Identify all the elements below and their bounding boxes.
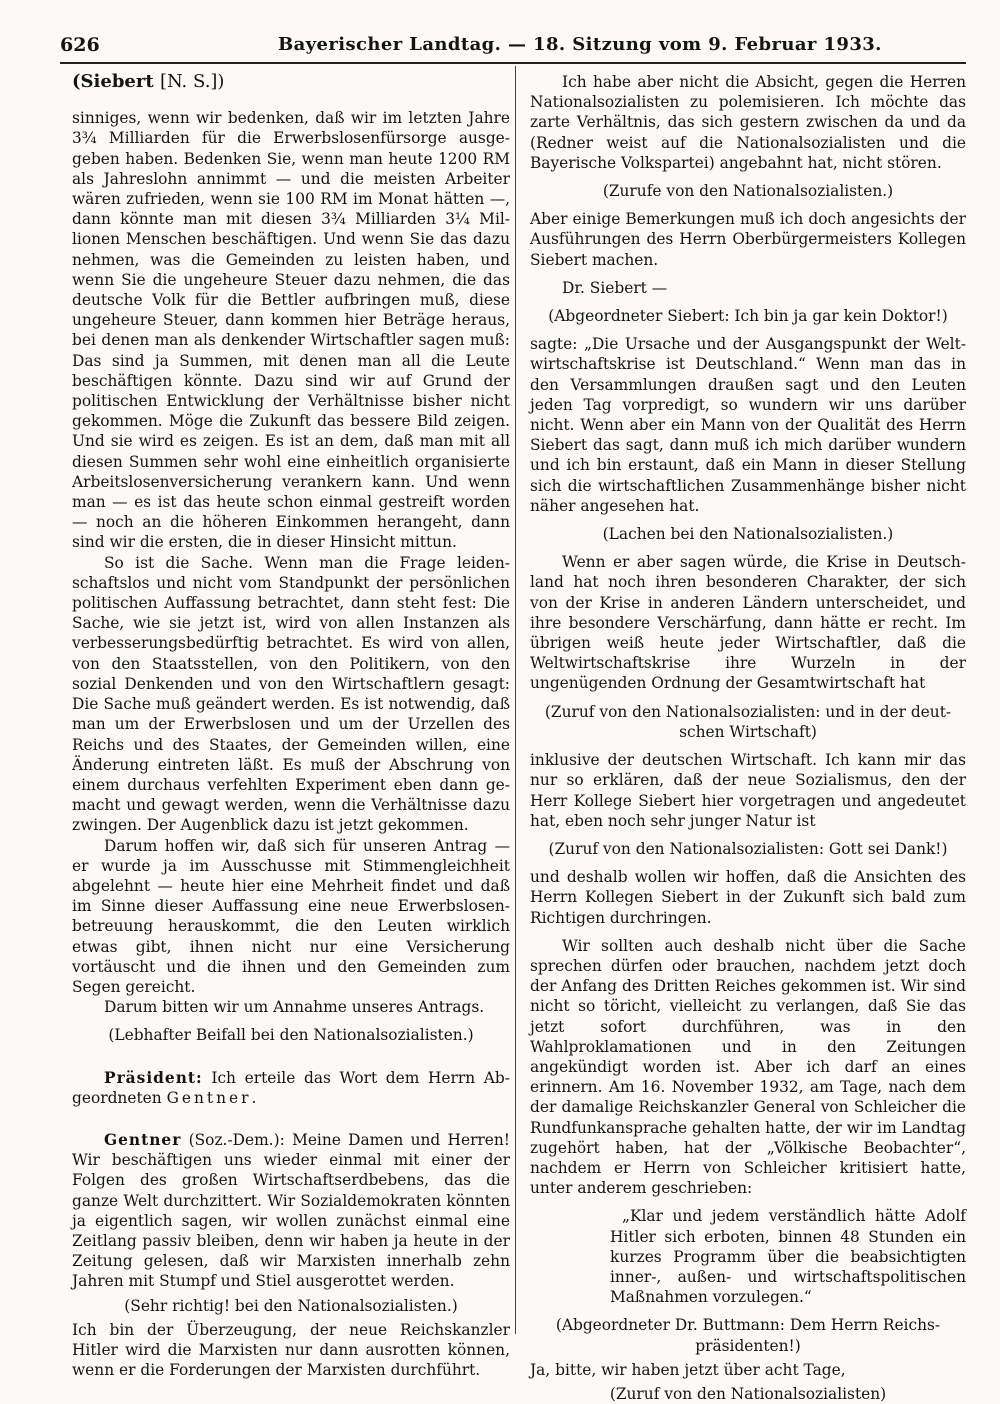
newspaper-quote: „Klar und jedem verständlich hätte Adolf Hitler sich erboten, binnen 48 Stunden ein kurzes Programm über die beabsichtigten inner-, außen- und wirtschaftspolitischen Maßnahmen vorzulegen.“ bbox=[610, 1207, 966, 1307]
interjection: (Zuruf von den Nationalsozialisten: Gott sei Dank!) bbox=[548, 839, 948, 858]
speaker-name: Siebert bbox=[80, 71, 154, 92]
interjection: (Zurufe von den Nationalsozialisten.) bbox=[602, 182, 894, 201]
speaker-party: [N. S.]) bbox=[159, 71, 225, 92]
paragraph: So ist die Sache. Wenn man die Frage leidenschaftslos und nicht vom Standpunkt der persönlichen politischen Auffassung betrachtet, dann steht fest: Die Sache, wie sie jetzt ist, wird von allen Instanzen als verbesserungsbedürftig betrachtet. Es wird von allen, von den Staatsstellen, von den Politikern, von den sozial Denkenden und von den Wirtschaftlern gesagt: Die Sache muß geändert werden. Es ist notwendig, daß man um der Erwerbslosen und um der Urzellen des Reichs und des Staates, der Gemeinden willen, eine Änderung eintreten läßt. Es muß der Abschrung von einem durchaus verfehlten Experiment eben dann gemacht und gewagt werden, wenn die Verhältnisse dazu zwingen. Der Augenblick dazu ist jetzt gekommen. bbox=[72, 553, 510, 835]
gentner-speech bbox=[72, 1130, 510, 1292]
paragraph: Ich bin der Überzeugung, der neue Reichskanzler Hitler wird die Marxisten nur dann ausrotten können, wenn er die Forderungen der Marxisten durchführt. bbox=[72, 1320, 510, 1380]
gentner-text: Meine Damen und Herren! Wir beschäftigen uns wieder einmal mit einer der Folgen des großen Wirtschaftserdbebens, das die ganze Welt durchzittert. Wir Sozialdemokraten könnten ja eigentlich sagen, wir wollen zunächst einmal eine Zeitlang passiv bleiben, denn wir haben ja heute in der Zeitung gelesen, daß wir Marxisten innerhalb zehn Jahren mit Stumpf und Stiel ausgerottet werden. bbox=[72, 1130, 510, 1291]
paragraph: und deshalb wollen wir hoffen, daß die Ansichten des Herrn Kollegen Siebert in der Zukunft sich bald zum Richtigen durchringen. bbox=[530, 868, 966, 927]
right-column bbox=[530, 72, 966, 1404]
paragraph: Ja, bitte, wir haben jetzt über acht Tage, bbox=[530, 1360, 846, 1379]
president-text-end: . bbox=[251, 1088, 257, 1107]
header-rule bbox=[60, 62, 966, 64]
left-column bbox=[72, 72, 510, 1380]
paragraph: Aber einige Bemerkungen muß ich doch angesichts der Ausführungen des Herrn Oberbürgermeisters Kollegen Siebert machen. bbox=[530, 210, 966, 269]
interjection: (Abgeordneter Siebert: Ich bin ja gar kein Doktor!) bbox=[548, 307, 948, 326]
paragraph: Darum bitten wir um Annahme unseres Antrags. bbox=[104, 998, 485, 1017]
paragraph: sinniges, wenn wir bedenken, daß wir im letzten Jahre 3¾ Milliarden für die Erwerbslosenfürsorge ausgegeben haben. Bedenken Sie, wenn man heute 1200 RM als Jahreslohn annimmt — und die meisten Arbeiter wären zufrieden, wenn sie 100 RM im Monat hätten —, dann könnte man mit diesen 3¾ Milliarden 3¼ Millionen Menschen beschäftigen. Und wenn Sie das dazu nehmen, was die Gemeinden zu leisten haben, und wenn Sie die ungeheure Steuer dazu nehmen, die das deutsche Volk für die Bettler aufbringen muß, diese ungeheure Steuer, dann kommen hier Beträge heraus, bei denen man als denkender Wirtschaftler sagen muß: Das sind ja Summen, mit denen man all die Leute beschäftigen könnte. Dazu sind wir auf Grund der politischen Entwicklung der Verhältnisse bisher nicht gekommen. Möge die Zukunft das bessere Bild zeigen. Und sie wird es zeigen. Es ist an dem, daß man mit all diesen Summen sehr wohl eine einheitlich organisierte Arbeitslosenversicherung verankern kann. Und wenn man — es ist das heute schon einmal gestreift worden — noch an die höheren Einkommen herangeht, dann sind wir die ersten, die in dieser Hinsicht mittun. bbox=[72, 109, 510, 552]
paragraph: Darum hoffen wir, daß sich für unseren Antrag — er wurde ja im Ausschusse mit Stimmengleichheit abgelehnt — heute hier eine Mehrheit findet und daß im Sinne dieser Auffassung eine neue Erwerbslosenbetreuung herauskommt, die den Leuten wirklich etwas gibt, ihnen nicht nur eine Versicherung vortäuscht und die ihnen und den Gemeinden zum Segen gereicht. bbox=[72, 836, 510, 996]
interjection: (Zuruf von den Nationalsozialisten: und in der deutschen Wirtschaft) bbox=[544, 702, 952, 741]
gentner-label: Gentner bbox=[104, 1130, 182, 1149]
interjection: (Abgeordneter Dr. Buttmann: Dem Herrn Reichspräsidenten!) bbox=[555, 1316, 941, 1355]
interjection: (Sehr richtig! bei den Nationalsozialisten.) bbox=[124, 1296, 458, 1315]
interjection: (Lachen bei den Nationalsozialisten.) bbox=[602, 525, 894, 544]
continued-speaker-tag: (Siebert [N. S.]) bbox=[72, 71, 225, 92]
column-divider bbox=[515, 66, 516, 1334]
paragraph: Ich habe aber nicht die Absicht, gegen die Herren Nationalsozialisten zu polemisieren. Ich möchte das zarte Verhältnis, das sich gestern zwischen da und da (Redner weist auf die Nationalsozialisten und die Bayerische Volkspartei) angebahnt hat, nicht stören. bbox=[530, 73, 966, 172]
interjection: (Zuruf von den Nationalsozialisten) bbox=[609, 1384, 887, 1403]
gentner-party: (Soz.-Dem.): bbox=[188, 1130, 285, 1149]
president-statement bbox=[72, 1068, 510, 1108]
president-text: Ich erteile das Wort dem Herrn Abgeordneten bbox=[72, 1068, 510, 1107]
paragraph: Dr. Siebert — bbox=[562, 278, 668, 297]
speaker-name-gentner: Gentner bbox=[166, 1088, 252, 1107]
paragraph: inklusive der deutschen Wirtschaft. Ich kann mir das nur so erklären, daß der neue Sozialismus, den der Herr Kollege Siebert hier vorgetragen und angedeutet hat, eben noch sehr junger Natur ist bbox=[530, 751, 966, 830]
applause-note: (Lebhafter Beifall bei den Nationalsozialisten.) bbox=[108, 1026, 474, 1045]
paragraph: sagte: „Die Ursache und der Ausgangspunkt der Weltwirtschaftskrise ist Deutschland.“ Wenn man das in den Versammlungen draußen sagt und den Leuten jeden Tag vorpredigt, so wundern wir uns darüber nicht. Wenn aber ein Mann von der Qualität des Herrn Siebert das sagt, dann muß ich mich darüber wundern und ich bin erstaunt, daß ein Mann in dieser Stellung sich die wirtschaftlichen Zusammenhänge bisher nicht näher angesehen hat. bbox=[530, 335, 966, 515]
paragraph: Wenn er aber sagen würde, die Krise in Deutschland hat noch ihren besonderen Charakter, der sich von der Krise in anderen Ländern unterscheidet, und ihre besondere Verschärfung, dann hätte er recht. Im übrigen weiß heute jeder Wirtschaftler, daß die Weltwirtschaftskrise ihre Wurzeln in der ungenügenden Ordnung der Gesamtwirtschaft hat bbox=[530, 553, 966, 693]
president-label: Präsident: bbox=[104, 1068, 203, 1087]
page-header bbox=[60, 34, 960, 58]
paragraph: Wir sollten auch deshalb nicht über die Sache sprechen dürfen oder brauchen, nachdem jetzt doch der Anfang des Dritten Reiches gekommen ist. Wir sind nicht so töricht, vielleicht zu verlangen, daß Sie das jetzt sofort durchführen, was in den Wahlproklamationen und in den Zeitungen angekündigt worden ist. Aber ich darf an eines erinnern. Am 16. November 1932, am Tage, nach dem der damalige Reichskanzler General von Schleicher die Rundfunkansprache gehalten hatte, der wir im Landtag zugehört haben, hat der „Völkische Beobachter“, nachdem er Herrn von Schleicher kritisiert hatte, unter anderem geschrieben: bbox=[530, 936, 966, 1198]
running-head: Bayerischer Landtag. — 18. Sitzung vom 9. Februar 1933. bbox=[278, 34, 882, 55]
page-number: 626 bbox=[60, 34, 100, 56]
